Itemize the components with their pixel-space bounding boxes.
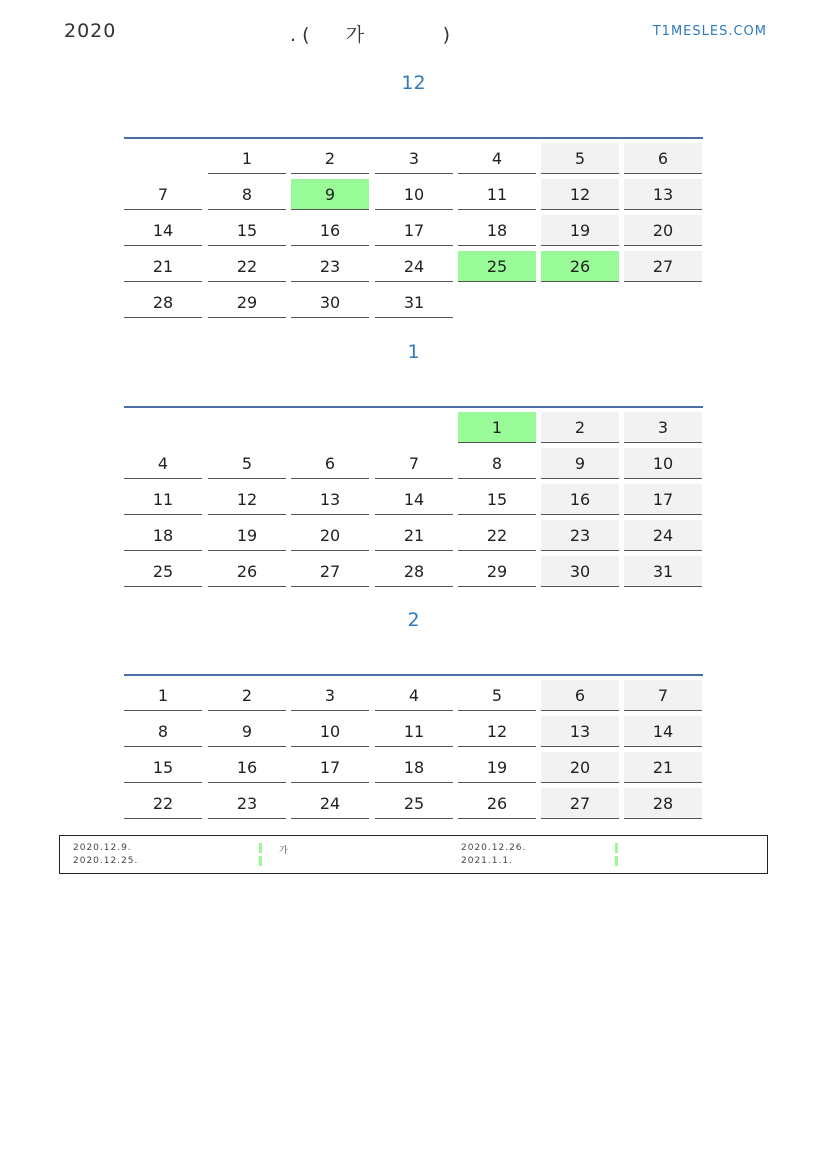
day-cell[interactable]: 2 [208,680,286,711]
day-cell[interactable]: 13 [624,179,702,210]
day-cell[interactable]: 2 [541,412,619,443]
day-cell[interactable]: 4 [458,143,536,174]
day-cell[interactable]: 7 [624,680,702,711]
day-cell[interactable]: 17 [624,484,702,515]
day-cell[interactable]: 7 [124,179,202,210]
month-divider [124,674,703,676]
day-cell[interactable]: 28 [624,788,702,819]
day-cell[interactable]: 31 [624,556,702,587]
day-cell[interactable]: 8 [124,716,202,747]
day-cell[interactable]: 28 [124,287,202,318]
day-cell[interactable]: 15 [458,484,536,515]
day-cell[interactable]: 20 [291,520,369,551]
day-cell[interactable]: 24 [375,251,453,282]
day-cell[interactable]: 14 [124,215,202,246]
day-cell[interactable]: 19 [458,752,536,783]
day-cell[interactable]: 29 [458,556,536,587]
site-link[interactable]: T1MESLES.COM [652,24,767,39]
day-cell[interactable]: 9 [291,179,369,210]
day-cell[interactable]: 17 [291,752,369,783]
day-cell[interactable]: 22 [124,788,202,819]
day-cell[interactable]: 3 [375,143,453,174]
day-cell[interactable]: 2 [291,143,369,174]
day-cell[interactable]: 27 [291,556,369,587]
day-cell[interactable]: 5 [458,680,536,711]
day-cell[interactable]: 1 [458,412,536,443]
day-cell[interactable]: 21 [375,520,453,551]
holiday-marker-icon [615,843,618,853]
day-cell[interactable]: 1 [124,680,202,711]
day-cell[interactable]: 17 [375,215,453,246]
day-cell[interactable]: 23 [208,788,286,819]
day-cell[interactable]: 16 [208,752,286,783]
day-cell[interactable]: 12 [208,484,286,515]
legend-date: 2020.12.9. [73,843,132,853]
holiday-marker-icon [259,843,262,853]
month-title: 12 [401,72,426,94]
day-cell[interactable]: 20 [624,215,702,246]
day-cell[interactable]: 21 [124,251,202,282]
day-cell[interactable]: 10 [291,716,369,747]
day-cell[interactable]: 4 [124,448,202,479]
day-cell[interactable]: 4 [375,680,453,711]
holiday-legend [59,835,768,874]
legend-name: 가 [279,846,289,856]
day-cell[interactable]: 8 [208,179,286,210]
day-cell[interactable]: 31 [375,287,453,318]
day-cell[interactable]: 22 [208,251,286,282]
day-cell[interactable]: 5 [541,143,619,174]
day-cell[interactable]: 24 [624,520,702,551]
day-cell[interactable]: 16 [291,215,369,246]
holiday-marker-icon [615,856,618,866]
legend-date: 2020.12.25. [73,856,139,866]
day-cell[interactable]: 11 [375,716,453,747]
day-cell[interactable]: 5 [208,448,286,479]
day-cell[interactable]: 20 [541,752,619,783]
day-cell[interactable]: 13 [541,716,619,747]
day-cell[interactable]: 26 [208,556,286,587]
day-cell[interactable]: 13 [291,484,369,515]
day-cell[interactable]: 8 [458,448,536,479]
day-cell[interactable]: 26 [458,788,536,819]
day-cell[interactable]: 19 [541,215,619,246]
day-cell[interactable]: 23 [541,520,619,551]
month-divider [124,406,703,408]
day-cell[interactable]: 15 [124,752,202,783]
day-cell[interactable]: 18 [375,752,453,783]
day-cell[interactable]: 18 [458,215,536,246]
day-cell[interactable]: 11 [458,179,536,210]
day-cell[interactable]: 6 [541,680,619,711]
month-divider [124,137,703,139]
day-cell[interactable]: 21 [624,752,702,783]
day-cell[interactable]: 25 [375,788,453,819]
day-cell[interactable]: 9 [541,448,619,479]
holiday-marker-icon [259,856,262,866]
day-cell[interactable]: 23 [291,251,369,282]
day-cell[interactable]: 22 [458,520,536,551]
day-cell[interactable]: 27 [624,251,702,282]
day-cell[interactable]: 30 [541,556,619,587]
day-cell[interactable]: 24 [291,788,369,819]
day-cell[interactable]: 10 [375,179,453,210]
day-cell[interactable]: 25 [124,556,202,587]
day-cell[interactable]: 27 [541,788,619,819]
header-year: 2020 [64,20,117,42]
day-cell[interactable]: 29 [208,287,286,318]
day-cell[interactable]: 28 [375,556,453,587]
month-title: 2 [407,609,420,631]
day-cell[interactable]: 3 [624,412,702,443]
day-cell[interactable]: 15 [208,215,286,246]
legend-date: 2021.1.1. [461,856,513,866]
day-cell[interactable]: 19 [208,520,286,551]
day-cell[interactable]: 9 [208,716,286,747]
day-cell[interactable]: 25 [458,251,536,282]
day-cell[interactable]: 12 [458,716,536,747]
day-cell[interactable]: 11 [124,484,202,515]
day-cell[interactable]: 7 [375,448,453,479]
day-cell[interactable]: 26 [541,251,619,282]
day-cell[interactable]: 6 [624,143,702,174]
day-cell[interactable]: 1 [208,143,286,174]
day-cell[interactable]: 10 [624,448,702,479]
day-cell[interactable]: 14 [375,484,453,515]
legend-date: 2020.12.26. [461,843,527,853]
day-cell[interactable]: 12 [541,179,619,210]
header-title: . ( 가 ) [290,24,451,46]
day-cell[interactable]: 14 [624,716,702,747]
day-cell[interactable]: 16 [541,484,619,515]
month-title: 1 [407,341,420,363]
day-cell[interactable]: 18 [124,520,202,551]
day-cell[interactable]: 6 [291,448,369,479]
day-cell[interactable]: 3 [291,680,369,711]
day-cell[interactable]: 30 [291,287,369,318]
